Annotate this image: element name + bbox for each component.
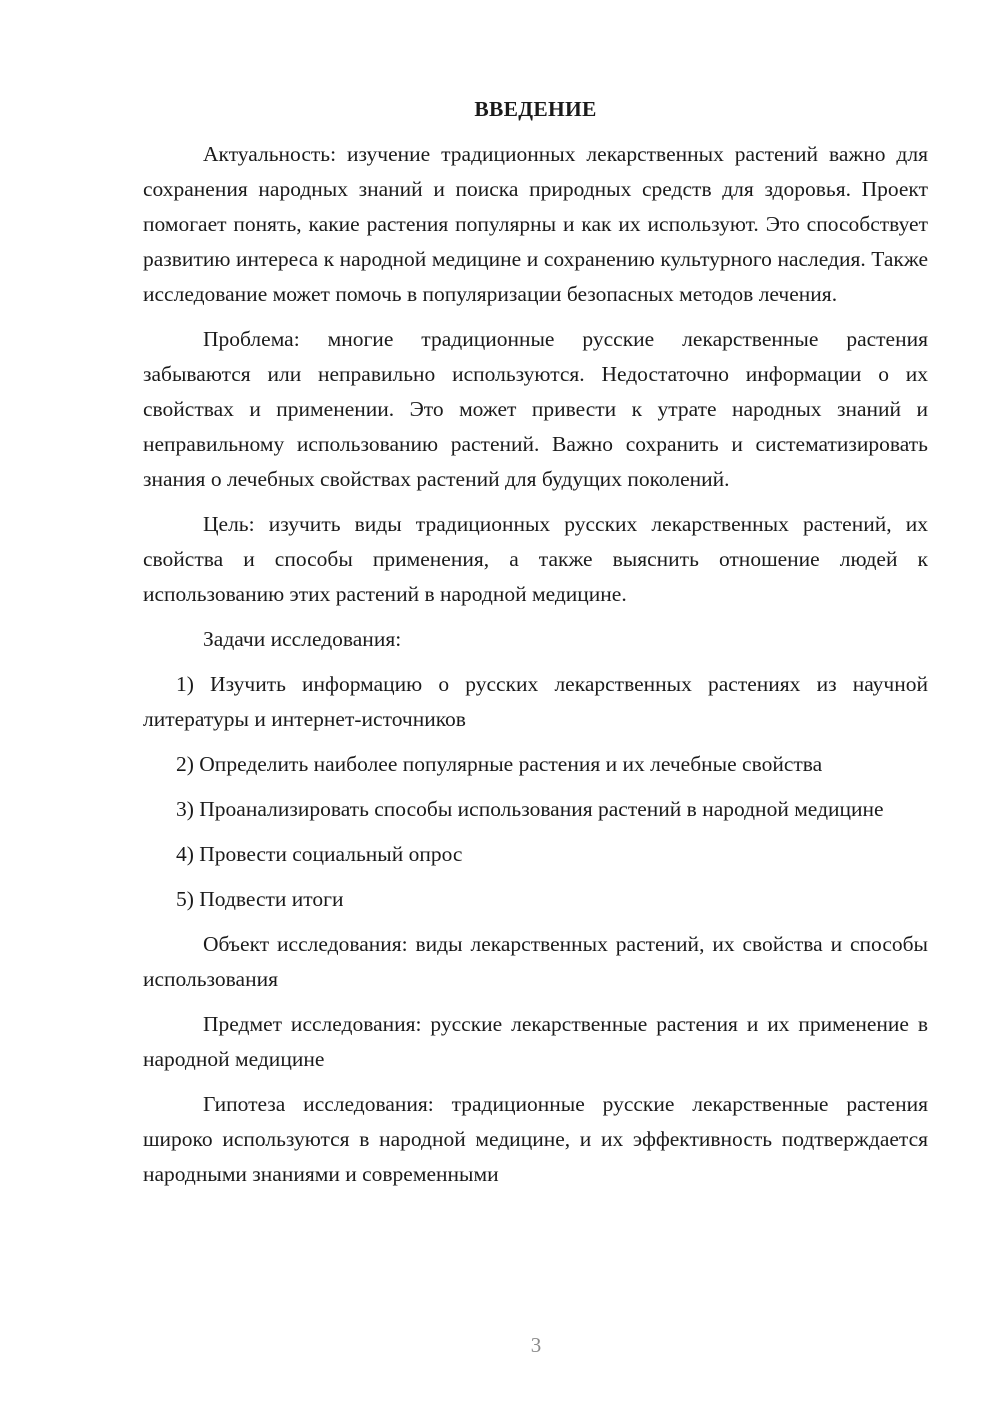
paragraph-hypothesis: Гипотеза исследования: традиционные русские лекарственные растения широко используются в народной медицине, и их эффективность подтверждается народными знаниями и современными (143, 1092, 928, 1186)
paragraph-problem: Проблема: многие традиционные русские лекарственные растения забываются или неправильно используются. Недостаточно информации о их свойствах и применении. Это может привести к утрате народных знаний и неправильному использованию растений. Важно сохранить и систематизировать знания о лечебных свойствах растений для будущих поколений. (143, 327, 928, 491)
paragraph-object: Объект исследования: виды лекарственных растений, их свойства и способы использования (143, 932, 928, 991)
paragraph-relevance: Актуальность: изучение традиционных лекарственных растений важно для сохранения народных знаний и поиска природных средств для здоровья. Проект помогает понять, какие растения популярны и как их используют. Это способствует развитию интереса к народной медицине и сохранению культурного наследия. Также исследование может помочь в популяризации безопасных методов лечения. (143, 142, 928, 306)
page-title: ВВЕДЕНИЕ (474, 97, 597, 121)
task-item-4: 4) Провести социальный опрос (176, 842, 463, 866)
tasks-heading: Задачи исследования: (203, 627, 402, 651)
task-item-3: 3) Проанализировать способы использования растений в народной медицине (176, 797, 884, 821)
paragraph-subject: Предмет исследования: русские лекарственные растения и их применение в народной медицине (143, 1012, 928, 1071)
paragraph-goal: Цель: изучить виды традиционных русских лекарственных растений, их свойства и способы применения, а также выяснить отношение людей к использованию этих растений в народной медицине. (143, 512, 928, 606)
task-item-5: 5) Подвести итоги (176, 887, 344, 911)
document-page (143, 92, 928, 1202)
task-item-1: 1) Изучить информацию о русских лекарственных растениях из научной литературы и интернет-источников (143, 672, 928, 731)
task-item-2: 2) Определить наиболее популярные растения и их лечебные свойства (176, 752, 823, 776)
page-number: 3 (530, 1333, 542, 1357)
